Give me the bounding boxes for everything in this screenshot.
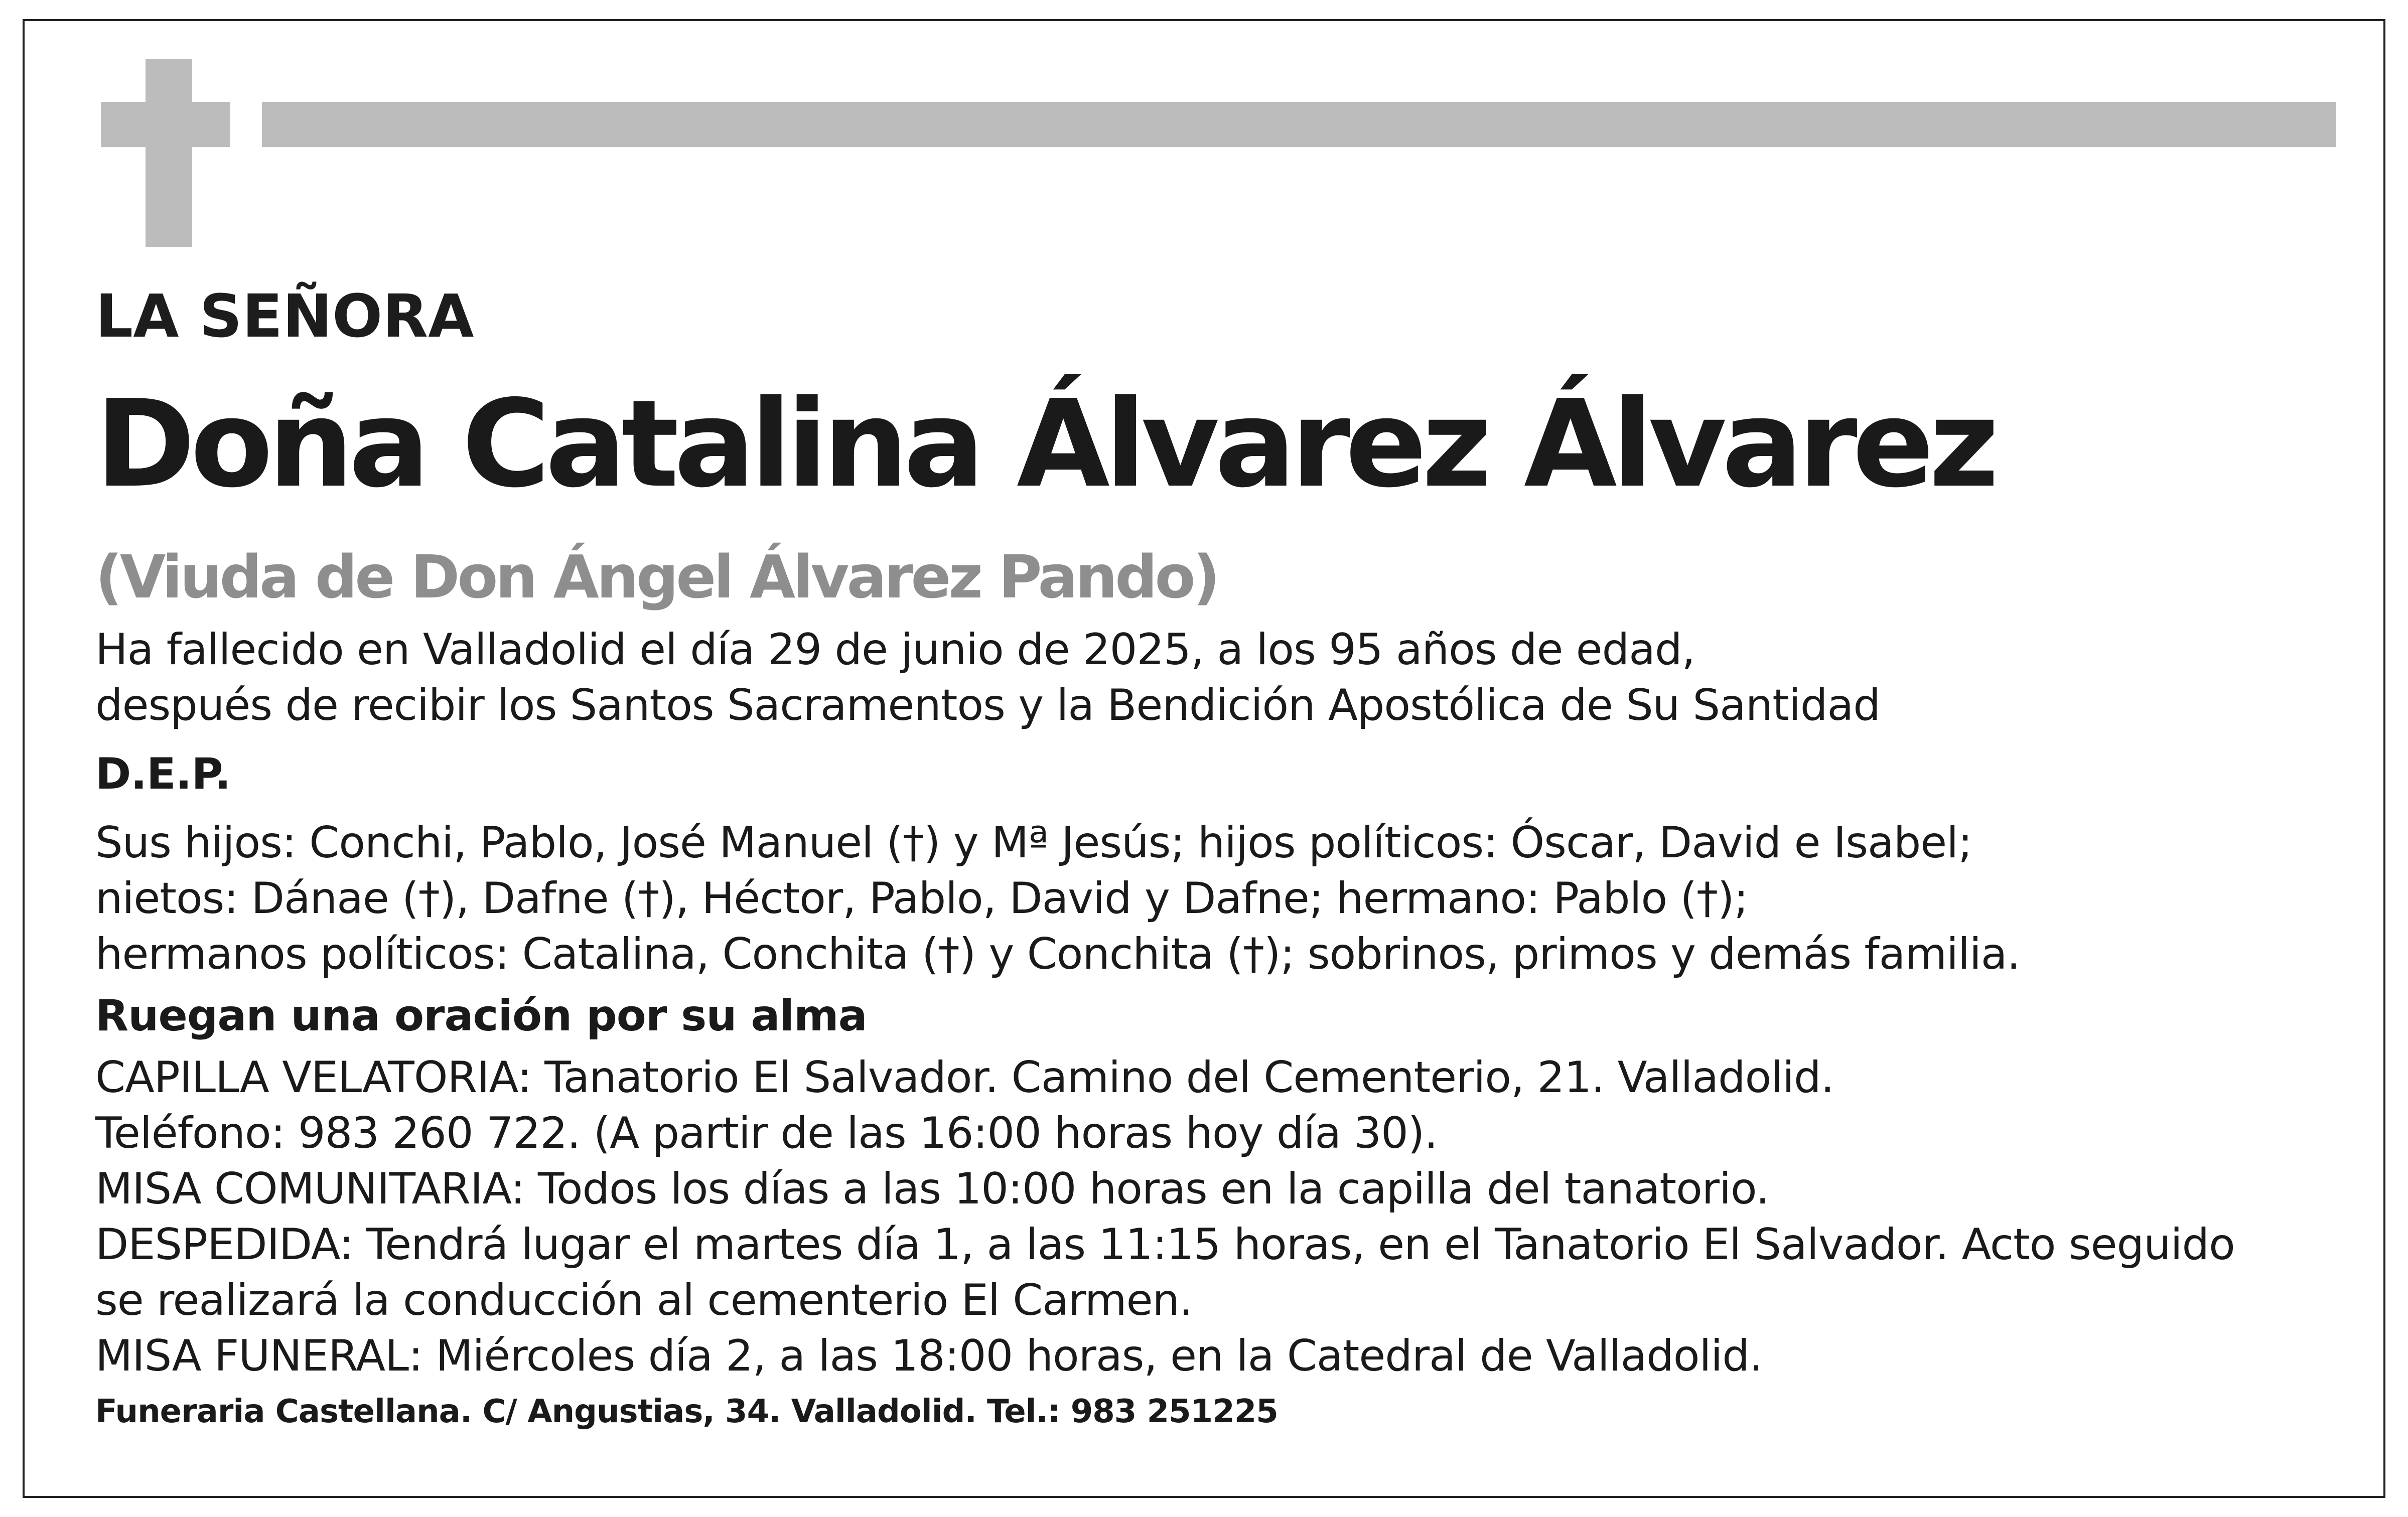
prayer-request: Ruegan una oración por su alma [95,991,867,1041]
funeral-home-footer: Funeraria Castellana. C/ Angustias, 34. Valladolid. Tel.: 983 251225 [95,1393,1278,1430]
obituary-content [95,271,2363,1434]
dep-heading: D.E.P. [95,749,231,799]
cross-horizontal-bar [101,102,230,147]
death-notice-line: después de recibir los Santos Sacramentos y la Bendición Apostólica de Su Santidad [95,680,1880,730]
service-line: DESPEDIDA: Tendrá lugar el martes día 1, a las 11:15 horas, en el Tanatorio El Salvador. Acto seguido [95,1220,2235,1270]
death-notice-line: Ha fallecido en Valladolid el día 29 de junio de 2025, a los 95 años de edad, [95,625,1695,675]
service-line: se realizará la conducción al cementerio El Carmen. [95,1275,1193,1325]
service-line: CAPILLA VELATORIA: Tanatorio El Salvador. Camino del Cementerio, 21. Valladolid. [95,1052,1834,1103]
service-line: Teléfono: 983 260 722. (A partir de las 16:00 horas hoy día 30). [95,1108,1438,1158]
deceased-name: Doña Catalina Álvarez Álvarez [95,374,1995,514]
service-line: MISA FUNERAL: Miércoles día 2, a las 18:00 horas, en la Catedral de Valladolid. [95,1331,1763,1381]
service-line: MISA COMUNITARIA: Todos los días a las 10:00 horas en la capilla del tanatorio. [95,1164,1769,1214]
header-rule [262,102,2336,147]
family-line: hermanos políticos: Catalina, Conchita (†) y Conchita (†); sobrinos, primos y demás familia. [95,929,2020,979]
widow-of-line: (Viuda de Don Ángel Álvarez Pando) [95,542,1218,612]
honorific: LA SEÑORA [95,281,474,351]
family-line: nietos: Dánae (†), Dafne (†), Héctor, Pablo, David y Dafne; hermano: Pablo (†); [95,873,1748,924]
family-line: Sus hijos: Conchi, Pablo, José Manuel (†) y Mª Jesús; hijos políticos: Óscar, David e Isabel; [95,818,1972,868]
cross-vertical-bar [146,59,192,247]
